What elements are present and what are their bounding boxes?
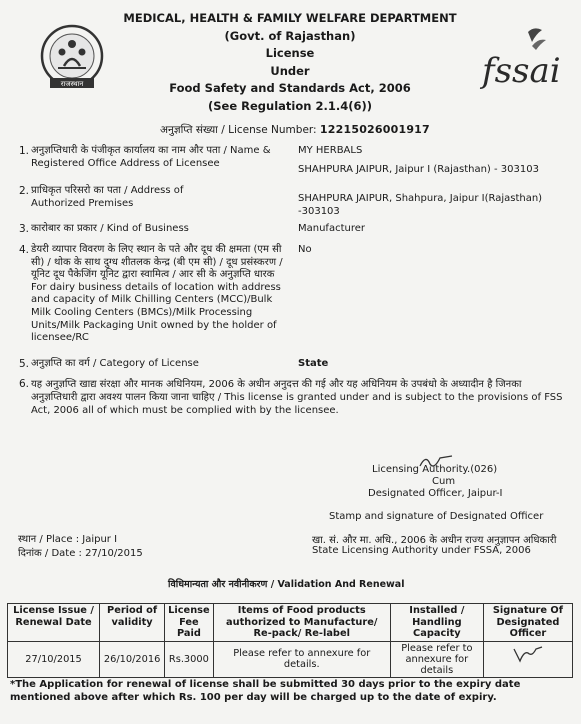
cell-items: Please refer to annexure for details. [213,641,390,677]
item-licensee [0,145,581,181]
item-label: कारोबार का प्रकार / Kind of Business [31,223,189,234]
department-title: MEDICAL, HEALTH & FAMILY WELFARE DEPARTMENT [123,11,457,25]
item-number: 6. [19,378,30,390]
item-label: डेयरी व्यापार विवरण के लिए स्थान के पते और दूध की क्षमता (एम सी सी) / थोक के साथ दुग्ध शीतलक केन्द्र (बी एम सी) / दूध प्रसंस्करण / यूनिट दूध पैकेजिंग यूनिट द्वारा स्वामित्व / आर सी के अनुज्ञप्ति धारक For dairy business details of location with address and capacity of Milk Chilling Centers (MCC)/Bulk Milk Cooling Centers (BMCs)/Milk Processing Units/Milk Packaging Unit owned by the holder of licensee/RC [31,244,283,344]
fssai-logo [476,24,568,100]
licensee-address: SHAHPURA JAIPUR, Jaipur I (Rajasthan) - 303103 [298,163,539,175]
authority-hindi: खा. सं. और मा. अधि., 2006 के अधीन राज्य अनुज्ञापन अधिकारी [312,535,557,546]
cell-capacity: Please refer to annexure for details [390,641,483,677]
dairy-value: No [298,244,312,255]
officer-signature-icon [510,643,546,665]
cum-text: Cum [432,476,456,487]
item-number: 1. [19,145,30,157]
under-text: Under [270,63,310,78]
stamp-caption: Stamp and signature of Designated Officer [329,511,544,522]
fssai-wordmark: fssai [482,51,561,91]
item-number: 3. [19,223,30,235]
date: दिनांक / Date : 27/10/2015 [18,548,143,559]
validation-table [7,603,573,678]
cell-signature [483,641,572,677]
premises-address: SHAHPURA JAIPUR, Shahpura, Jaipur I(Rajasthan) -303103 [298,193,543,217]
item-number: 2. [19,185,30,197]
regulation-text: (See Regulation 2.1.4(6)) [208,98,372,113]
col-signature: Signature Of Designated Officer [483,604,572,642]
item-number: 4. [19,244,30,256]
license-number [160,123,430,137]
item-label: अनुज्ञप्तिधारी के पंजीकृत कार्यालय का नाम और पता / Name & Registered Office Address of Licensee [31,145,271,169]
designated-officer: Designated Officer, Jaipur-I [368,488,503,499]
item-business-kind [0,223,581,239]
provisions-text: यह अनुज्ञप्ति खाद्य संरक्षा और मानक अधिनियम, 2006 के अधीन अनुदत्त की गई और यह अधिनियम के उपबंधो के अध्यादीन है जिनका अनुज्ञप्तिधारी द्वारा अवश्य पालन किया जाना चाहिए / This license is granted under and is subject to the provisions of FSS Act, 2006 all of which must be complied with by the licensee. [31,379,563,416]
col-fee: License Fee Paid [165,604,214,642]
item-category [0,358,581,374]
item-premises [0,185,581,221]
table-header-row [8,604,573,642]
act-title: Food Safety and Standards Act, 2006 [169,81,411,95]
license-number-label: अनुज्ञप्ति संख्या / License Number: [160,124,317,136]
item-label: प्राधिकृत परिसरो का पता / Address of Authorized Premises [31,185,184,209]
govt-subtitle: (Govt. of Rajasthan) [224,28,356,43]
table-row [8,641,573,677]
licensee-name: MY HERBALS [298,145,363,156]
item-label: अनुज्ञप्ति का वर्ग / Category of License [31,358,199,369]
emblem-caption: राजस्थान [60,80,84,88]
cell-fee: Rs.3000 [165,641,214,677]
category-value: State [298,358,329,369]
validation-title: विधिमान्यता और नवीनीकरण / Validation And Renewal [168,579,405,590]
licensing-authority: Licensing Authority.(026) [372,464,498,475]
business-kind-value: Manufacturer [298,223,365,234]
item-provisions [0,378,581,418]
col-issue-date: License Issue / Renewal Date [8,604,100,642]
rajasthan-emblem-logo [36,22,108,94]
license-title: License [265,46,315,60]
item-number: 5. [19,358,30,370]
cell-validity: 26/10/2016 [100,641,165,677]
licensing-authority-block [368,458,572,500]
place: स्थान / Place : Jaipur I [18,534,118,545]
item-value [298,145,568,176]
cell-issue-date: 27/10/2015 [8,641,100,677]
renewal-footnote: *The Application for renewal of license shall be submitted 30 days prior to the expiry date mentioned above after which Rs. 100 per day will be charged up to the date of expiry. [10,679,521,703]
authority-english: State Licensing Authority under FSSA, 2006 [312,545,531,556]
col-capacity: Installed / Handling Capacity [390,604,483,642]
license-number-value: 12215026001917 [319,123,430,136]
col-validity: Period of validity [100,604,165,642]
item-dairy-details [0,244,581,348]
col-items: Items of Food products authorized to Manufacture/ Re-pack/ Re-label [213,604,390,642]
document-header [120,10,460,115]
